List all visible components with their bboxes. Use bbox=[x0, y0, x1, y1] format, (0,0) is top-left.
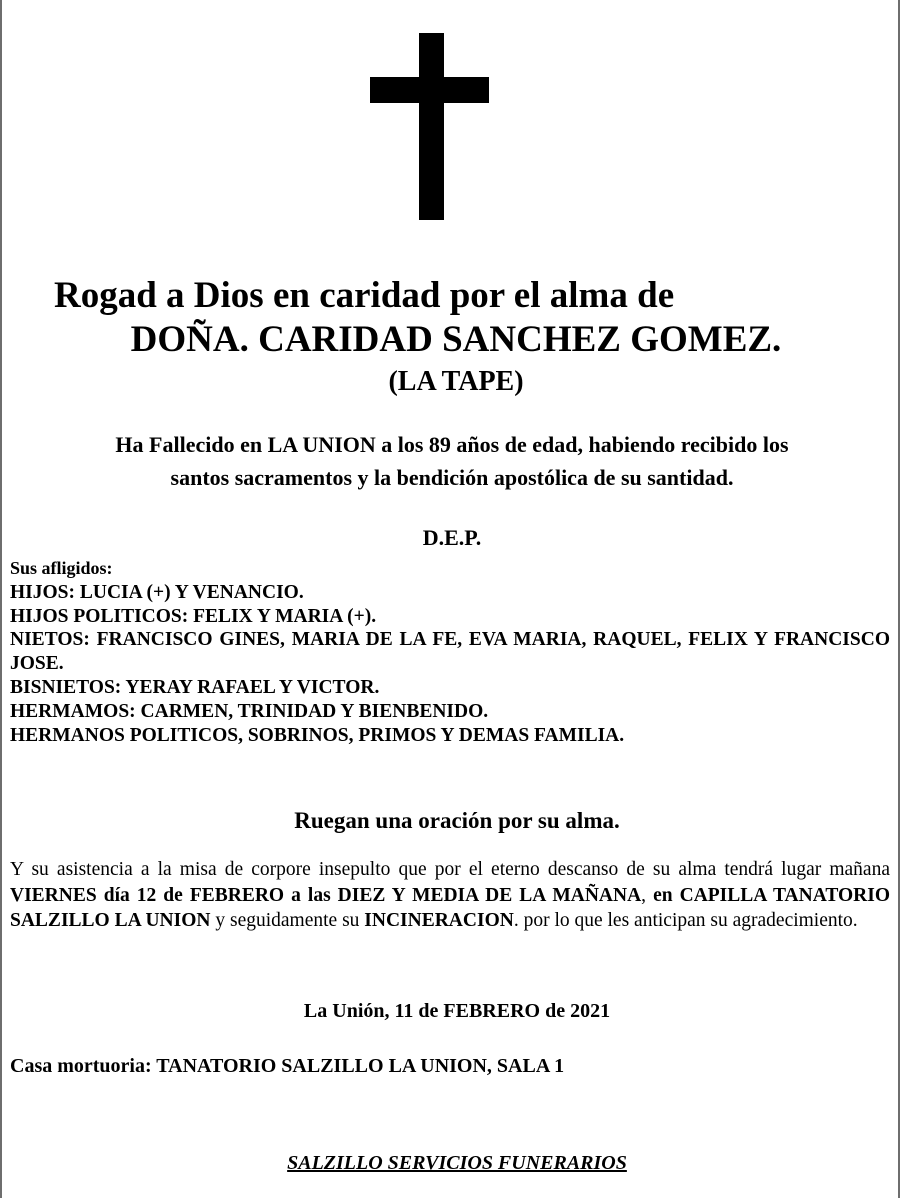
family-nietos: NIETOS: FRANCISCO GINES, MARIA DE LA FE, EVA MARIA, RAQUEL, FELIX Y FRANCISCO JOSE. bbox=[10, 629, 890, 675]
dep-text: D.E.P. bbox=[422, 525, 482, 550]
funeral-home: Casa mortuoria: TANATORIO SALZILLO LA UNION, SALA 1 bbox=[10, 1055, 565, 1077]
family-hijos-politicos: HIJOS POLITICOS: FELIX Y MARIA (+). bbox=[10, 605, 377, 627]
prayer-heading: Rogad a Dios en caridad por el alma de bbox=[54, 275, 675, 316]
mass-location: en CAPILLA TANATORIO SALZILLO LA UNION bbox=[10, 884, 890, 931]
mass-text-2: , bbox=[641, 884, 654, 906]
announcement-line-2: santos sacramentos y la bendición apostólica de su santidad. bbox=[170, 465, 734, 490]
cross-icon bbox=[2, 0, 900, 230]
family-hermanos: HERMAMOS: CARMEN, TRINIDAD Y BIENBENIDO. bbox=[10, 700, 489, 722]
family-intro: Sus afligidos: bbox=[10, 558, 113, 578]
mass-paragraph bbox=[10, 857, 890, 934]
mass-text-1: Y su asistencia a la misa de corpore insepulto que por el eterno descanso de su alma tendrá lugar mañana bbox=[10, 859, 890, 880]
mass-incineration: INCINERACION bbox=[364, 910, 514, 931]
family-hermanos-politicos: HERMANOS POLITICOS, SOBRINOS, PRIMOS Y DEMAS FAMILIA. bbox=[10, 724, 625, 746]
family-bisnietos: BISNIETOS: YERAY RAFAEL Y VICTOR. bbox=[10, 676, 380, 698]
footer-company: SALZILLO SERVICIOS FUNERARIOS bbox=[287, 1152, 627, 1174]
deceased-nickname: (LA TAPE) bbox=[388, 366, 524, 397]
announcement-line-1: Ha Fallecido en LA UNION a los 89 años de edad, habiendo recibido los bbox=[115, 432, 789, 457]
place-date: La Unión, 11 de FEBRERO de 2021 bbox=[303, 1000, 611, 1022]
family-list bbox=[10, 557, 890, 747]
deceased-name: DOÑA. CARIDAD SANCHEZ GOMEZ. bbox=[130, 319, 782, 360]
mass-text-4: . por lo que les anticipan su agradecimiento. bbox=[513, 910, 858, 931]
family-hijos: HIJOS: LUCIA (+) Y VENANCIO. bbox=[10, 581, 304, 603]
mass-text-3: y seguidamente su bbox=[210, 910, 365, 931]
mass-date-time: VIERNES día 12 de FEBRERO a las DIEZ Y MEDIA DE LA MAÑANA bbox=[10, 884, 642, 906]
prayer-request: Ruegan una oración por su alma. bbox=[294, 808, 620, 833]
